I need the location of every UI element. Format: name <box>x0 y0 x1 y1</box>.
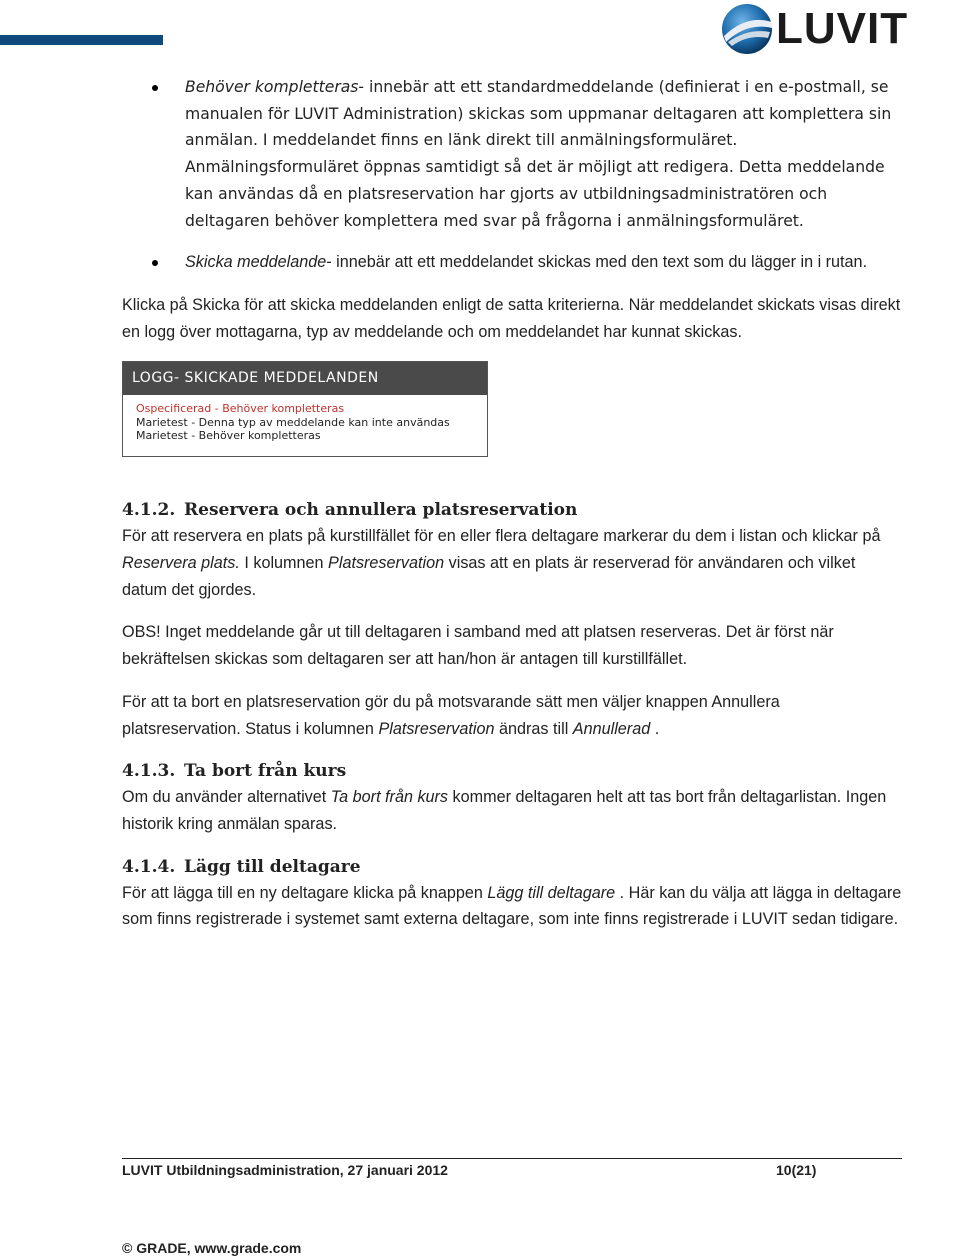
bullet-icon <box>152 85 158 91</box>
bullet-text: - innebär att ett standardmeddelande (definierat i en e-postmall, se manualen för LUVIT Administration) skickas som uppmanar deltagaren att komplettera sin anmälan. I meddelandet finns en länk direkt till anmälningsformuläret. Anmälningsformuläret öppnas samtidigt så det är möjligt att redigera. Detta meddelande kan användas då en platsreservation har gjorts av utbildningsadministratören och deltagaren behöver komplettera med svar på frågorna i anmälningsformuläret. <box>185 78 892 230</box>
globe-icon <box>720 2 774 56</box>
section-paragraph: För att lägga till en ny deltagare klicka på knappen Lägg till deltagare . Här kan du välja att lägga in deltagare som finns registrerade i systemet samt externa deltagare, som inte finns registrerade i LUVIT sedan tidigare. <box>122 883 902 929</box>
section-heading: 4.1.2. Reservera och annullera platsreservation <box>122 500 578 521</box>
log-screenshot <box>122 361 488 457</box>
list-item <box>122 74 902 234</box>
logo-wordmark: LUVIT <box>776 4 909 53</box>
luvit-logo <box>720 2 960 56</box>
section-paragraph: För att ta bort en platsreservation gör du på motsvarande sätt men väljer knappen Annullera platsreservation. Status i kolumnen Platsreservation ändras till Annullerad . <box>122 692 780 738</box>
log-line: Marietest - Behöver kompletteras <box>136 429 321 443</box>
footer-doc-title: LUVIT Utbildningsadministration, 27 januari 2012 <box>122 1162 448 1178</box>
section-paragraph: Om du använder alternativet Ta bort från kurs kommer deltagaren helt att tas bort från deltagarlistan. Ingen historik kring anmälan sparas. <box>122 788 887 833</box>
section-heading: 4.1.4. Lägg till deltagare <box>122 856 361 877</box>
log-line: Marietest - Denna typ av meddelande kan inte användas <box>136 415 450 429</box>
page-number: 10(21) <box>776 1162 817 1178</box>
bullet-term: Behöver kompletteras <box>185 78 359 96</box>
list-item <box>122 249 902 276</box>
section-heading: 4.1.3. Ta bort från kurs <box>122 761 347 782</box>
page-content <box>122 74 902 949</box>
send-paragraph: Klicka på Skicka för att skicka meddelanden enligt de satta kriterierna. När meddelandet skickats visas direkt en logg över mottagarna, typ av meddelande och om meddelandet har kunnat skickas. <box>122 295 901 341</box>
bullet-text: - innebär att ett meddelandet skickas med den text som du lägger in i rutan. <box>326 253 868 272</box>
bullet-term: Skicka meddelande <box>185 253 327 272</box>
copyright-text: © GRADE, www.grade.com <box>122 1240 302 1256</box>
section-paragraph: För att reservera en plats på kurstillfället för en eller flera deltagare markerar du dem i listan och klickar på Reservera plats. I kolumnen Platsreservation visas att en plats är reserverad för användaren och vilket datum det gjordes. <box>122 527 881 599</box>
header-accent-bar <box>0 35 163 45</box>
log-line: Ospecificerad - Behöver kompletteras <box>136 402 345 416</box>
footer-divider <box>122 1158 902 1159</box>
log-list <box>123 395 487 443</box>
log-title: LOGG- SKICKADE MEDDELANDEN <box>123 362 487 395</box>
note-paragraph: OBS! Inget meddelande går ut till deltagaren i samband med att platsen reserveras. Det är först när bekräftelsen skickas som deltagaren ser att han/hon är antagen till kurstillfället. <box>122 623 834 669</box>
bullet-icon <box>152 260 158 266</box>
